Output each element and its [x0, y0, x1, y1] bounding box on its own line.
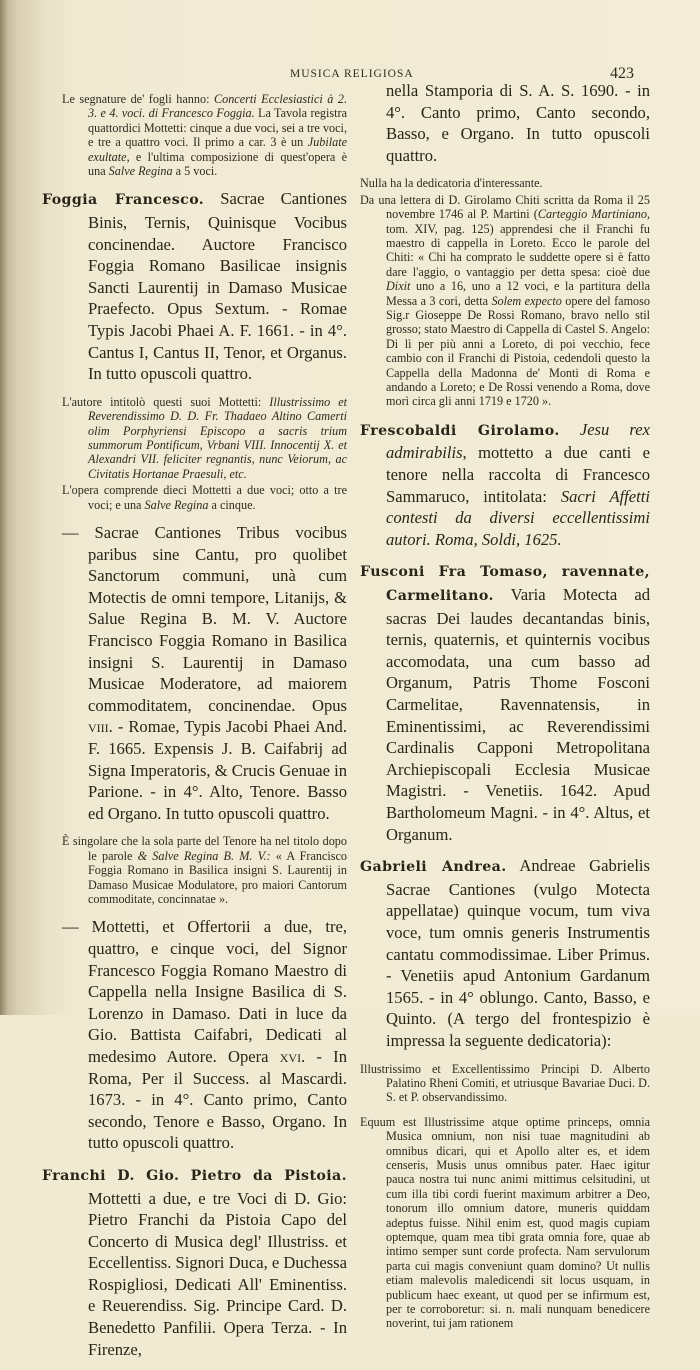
entry-franchi: Franchi D. Gio. Pietro da Pistoia. Mottetti a due, e tre Voci di D. Gio: Pietro Franchi da Pistoia Capo del Concerto di Musica degl' Illustriss. et Eccellentiss. Signori Duca, e Duchessa Rospigliosi, Dedicati All' Eminentiss. e Reuerendiss. Sig. Principe Card. D. Benedetto Panfilii. Opera Terza. - In Firenze, [42, 1167, 347, 1359]
entry-frescobaldi: Frescobaldi Girolamo. Jesu rex admirabilis, mottetto a due canti e tenore nella raccolta di Francesco Sammaruco, intitolata: Sacri Affetti contesti da diversi eccellentissimi autori. Roma, Soldi, 1625. [360, 419, 650, 549]
entry-sacrae-tribus-vocibus: — Sacrae Cantiones Tribus vocibus paribus sine Cantu, pro quolibet Sanctorum communi, unà cum Motectis de omni tempore, Litanijs, & Salue Regina B. M. V. Auctore Francisco Foggia Romano in Basilica insigni S. Laurentij in Damaso Musicae Moderatore, ad maiorem commoditatem, concinendae. Opus viii. - Romae, Typis Jacobi Phaei And. F. 1665. Expensis J. B. Caifabrij ad Signa Imperatoris, & Crucis Genuae in Parione. - in 4°. Alto, Tenore. Basso ed Organo. In tutto opuscoli quattro. [62, 523, 347, 823]
note-tenore: È singolare che la sola parte del Tenore ha nel titolo dopo le parole & Salve Regina B. M. V.: « A Francisco Foggia Romano in Basilica insigni S. Laurentij in Damaso Musicae Modulatore, pro maiori Cantorum commoditate, concinnatae ». [62, 834, 348, 906]
entry-foggia-sacrae-cantiones: Foggia Francesco. Sacrae Cantiones Binis, Ternis, Quinisque Vocibus concinendae. Auctore Francisco Foggia Romano Basilicae insignis Sancti Laurentij in Damaso Musicae Praefecto. Opus Sextum. - Romae Typis Jacobi Phaei A. F. 1661. - in 4°. Cantus I, Cantus II, Tenor, et Organus. In tutto opuscoli quattro. [42, 189, 347, 384]
note-chiti-letter: Da una lettera di D. Girolamo Chiti scritta da Roma il 25 novembre 1746 al P. Martini (Carteggio Martiniano, tom. XIV, pag. 125) apprendesi che il Franchi fu maestro di cappella in Loreto. Ecco le parole del Chiti: « Chi ha comprato le suddette opere si è fatto dare l'aggio, o vantaggio per detta spesa: cioè due Dixit uno a 16, uno a 12 voci, e la partitura della Messa a 3 cori, detta Solem expecto opere del famoso Sig.r Gioseppe De Rossi Romano, bravo nello stil grosso; stato Maestro di Cappella di Castel S. Angelo: Di lì per più anni a Loreto, di poi vecchio, fece cambio con il Franchi di Pistoia, cedendoli questo la Cappella della Madonna de' Monti di Roma e andando a Loreto; e De Rossi venendo a Roma, dove morì circa gli anni 1719 e 1720 ». [360, 192, 650, 409]
running-head: MUSICA RELIGIOSA [290, 68, 414, 80]
entry-fusconi: Fusconi Fra Tomaso, ravennate, Carmelitano. Varia Motecta ad sacras Dei laudes decantandas binis, ternis, quaternis, et quinternis vocibus accomodata, una cum basso ad Organum, Patris Thome Fosconi Carmelitae, Ravennatensis, in Eminentissimi, ac Reverendissimi Cardinalis Capponi Metropolitana Archiepiscopali Ecclesia Musicae Magistri. - Venetiis. 1642. Apud Bartholomeum Magni. - in 4°. Altus, et Organum. [360, 564, 650, 844]
note-segnature: Le segnature de' fogli hanno: Concerti Ecclesiastici à 2. 3. e 4. voci. di Francesco Foggia. La Tavola registra quattordici Mottetti: cinque a due voci, sei a tre voci, e tre a quattro voci. Il primo a car. 3 è un Jubilate exultate, e l'ultima composizione di quest'opera è una Salve Regina a 5 voci. [62, 92, 347, 179]
entry-heading: Fusconi Fra Tomaso, ravennate, Carmelitano. [360, 564, 650, 605]
right-column [360, 80, 650, 1341]
gutter-shadow [0, 0, 8, 1015]
page-number: 423 [610, 65, 634, 82]
note-dedication-alberto: Illustrissimo et Excellentissimo Principi D. Alberto Palatino Rheni Comiti, et utriusque Bavariae Duci. D. S. et P. observandissimo. [360, 1061, 650, 1105]
entry-heading: Franchi D. Gio. Pietro da Pistoia. [42, 1167, 347, 1184]
entry-mottetti-offertorii: — Mottetti, et Offertorii a due, tre, quattro, e cinque voci, del Signor Francesco Foggia Romano Maestro di Cappella nella Insigne Basilica di S. Lorenzo in Damaso. Dati in luce da Gio. Battista Caifabri, Dedicati al medesimo Autore. Opera xvi. - In Roma, Per il Success. al Mascardi. 1673. - in 4°. Canto primo, Canto secondo, Tenore e Basso, Organo. In tutto opuscoli quattro. [62, 917, 348, 1153]
entry-gabrieli: Gabrieli Andrea. Andreae Gabrielis Sacrae Cantiones (vulgo Motecta appellatae) quinque vocum, tum viva voce, tum omnis generis Instrumentis cantatu commodissimae. Liber Primus. - Venetiis apud Antonium Gardanum 1565. - in 4° oblungo. Canto, Basso, e Quinto. (A tergo del frontespizio è impressa la seguente dedicatoria): [360, 856, 650, 1050]
entry-franchi-continued: nella Stamporia di S. A. S. 1690. - in 4°. Canto primo, Canto secondo, Basso, e Organo. In tutto opuscoli quattro. [386, 81, 650, 165]
note-dedicatoria: Nulla ha la dedicatoria d'interessante. [360, 176, 543, 191]
left-column [42, 92, 348, 1370]
note-dedication: L'autore intitolò questi suoi Mottetti: Illustrissimo et Reverendissimo D. D. Fr. Thadaeo Altino Camerti olim Porphyriensi Episcopo a sacris trium summorum Pontificum, Vrbani VIII. Innocentij X. et Alexandri VII. feliciter regnantis, nunc Veiorum, ac Civitatis Hortanae Praesuli, etc. [62, 394, 348, 481]
note-contents: L'opera comprende dieci Mottetti a due voci; otto a tre voci; e una Salve Regina a cinque. [62, 483, 347, 512]
entry-heading: Gabrieli Andrea. [360, 859, 507, 876]
entry-heading: Foggia Francesco. [42, 192, 205, 209]
entry-heading: Frescobaldi Girolamo. [360, 422, 560, 439]
note-dedication-latin: Equum est Illustrissime atque optime princeps, omnia Musica omnium, non nisi tuae magnitudini ab omnibus dicari, qui et Apollo alter es, et idem censeris, Musis unus omnibus pater. Haec igitur pauca nostra tui nunc animi mittimus celsitudini, ut cum illa tibi cordi fuerint maximum arbitrer a Deo, tonorum illo omnium datore, muneris quiddam adeptus fuisse. Nihil enim est, quod magis cupiam optemque, quam mea tibi grata omnia fore, quae ab intimo semper sunt corde profecta. Nam servulorum parta cui magis conveniunt quam domino? Ut nullis etiam malevolis maledicendi sit locus usquam, in publicum haec exeant, ut quod per se infirmum est, per te corroboretur: si. n. mali nunquam benedicere noverint, tui jam rationem [360, 1114, 650, 1331]
